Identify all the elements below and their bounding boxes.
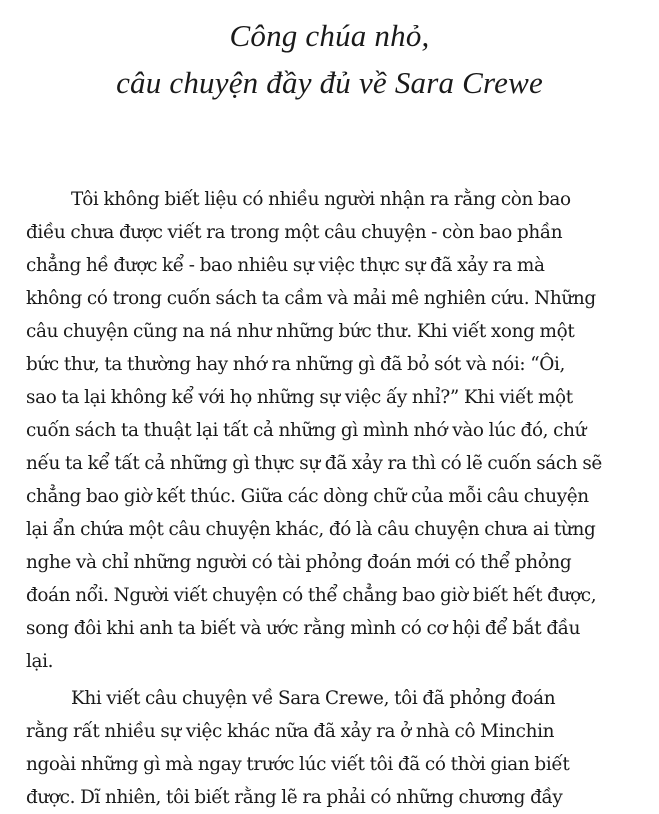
chapter-title-line-1: Công chúa nhỏ, xyxy=(229,18,430,53)
text-line: đoán nổi. Người viết chuyện có thể chẳng bao giờ biết hết được, xyxy=(26,585,597,606)
text-line: bức thư, ta thường hay nhớ ra những gì đã bỏ sót và nói: “Ôi, xyxy=(26,354,566,375)
text-line: song đôi khi anh ta biết và ước rằng mình có cơ hội để bắt đầu xyxy=(26,618,581,639)
text-line: sao ta lại không kể với họ những sự việc ấy nhỉ?” Khi viết một xyxy=(26,387,573,408)
text-line: rằng rất nhiều sự việc khác nữa đã xảy ra ở nhà cô Minchin xyxy=(26,721,555,742)
text-line: câu chuyện cũng na ná như những bức thư. Khi viết xong một xyxy=(26,321,575,342)
chapter-title-line-2: câu chuyện đầy đủ về Sara Crewe xyxy=(116,65,543,100)
text-line: ngoài những gì mà ngay trước lúc viết tôi đã có thời gian biết xyxy=(26,754,570,775)
text-line: lại ẩn chứa một câu chuyện khác, đó là câu chuyện chưa ai từng xyxy=(26,519,596,540)
text-line: được. Dĩ nhiên, tôi biết rằng lẽ ra phải có những chương đầy xyxy=(26,787,563,808)
paragraph-1 xyxy=(26,183,642,678)
text-line: chẳng hề được kể - bao nhiêu sự việc thực sự đã xảy ra mà xyxy=(26,255,545,276)
text-line: không có trong cuốn sách ta cầm và mải mê nghiên cứu. Những xyxy=(26,288,596,309)
text-line: Khi viết câu chuyện về Sara Crewe, tôi đã phỏng đoán xyxy=(71,688,556,709)
chapter-title xyxy=(0,12,659,106)
paragraph-2 xyxy=(26,682,642,814)
text-line: cuốn sách ta thuật lại tất cả những gì mình nhớ vào lúc đó, chứ xyxy=(26,420,587,441)
text-line: điều chưa được viết ra trong một câu chuyện - còn bao phần xyxy=(26,222,563,243)
text-line: nếu ta kể tất cả những gì thực sự đã xảy ra thì có lẽ cuốn sách sẽ xyxy=(26,453,602,474)
text-line: lại. xyxy=(26,651,54,672)
text-line: chẳng bao giờ kết thúc. Giữa các dòng chữ của mỗi câu chuyện xyxy=(26,486,589,507)
text-line: Tôi không biết liệu có nhiều người nhận ra rằng còn bao xyxy=(71,189,571,210)
text-line: nghe và chỉ những người có tài phỏng đoán mới có thể phỏng xyxy=(26,552,572,573)
body-text xyxy=(26,183,642,814)
